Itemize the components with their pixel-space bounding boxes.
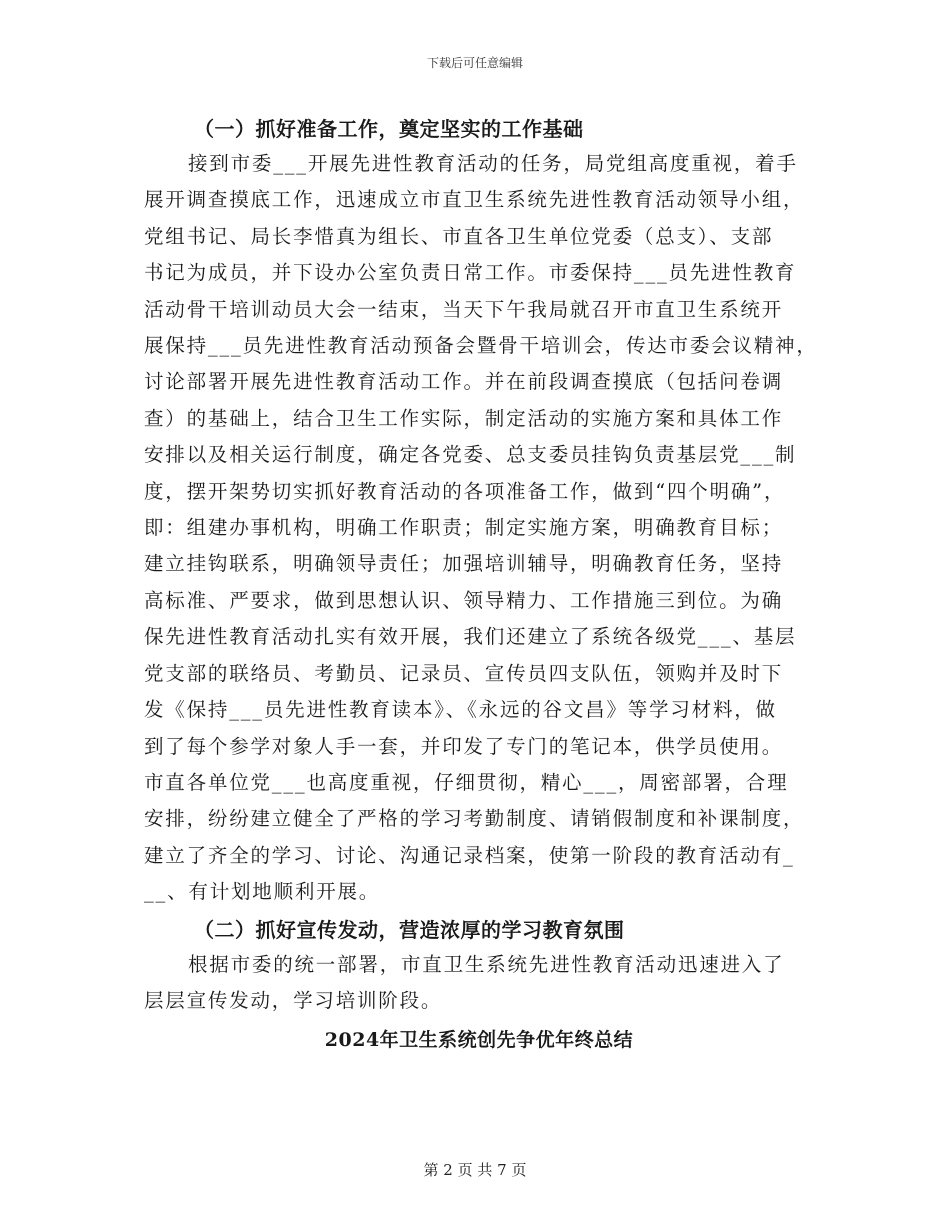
- paragraph-line: __、有计划地顺利开展。: [144, 880, 381, 904]
- paragraph-line: 安排，纷纷建立健全了严格的学习考勤制度、请销假制度和补课制度，: [144, 807, 805, 831]
- paragraph-line: 活动骨干培训动员大会一结束，当天下午我局就召开市直卫生系统开: [144, 297, 784, 321]
- paragraph-line: 党支部的联络员、考勤员、记录员、宣传员四支队伍，领购并及时下: [144, 661, 784, 685]
- document-title: 2024年卫生系统创先争优年终总结: [324, 1029, 634, 1052]
- paragraph-line: 查）的基础上，结合卫生工作实际，制定活动的实施方案和具体工作: [144, 406, 784, 430]
- paragraph-line: 建立了齐全的学习、讨论、沟通记录档案，使第一阶段的教育活动有_: [144, 843, 795, 867]
- paragraph-line: 保先进性教育活动扎实有效开展，我们还建立了系统各级党___、基层: [144, 625, 797, 649]
- paragraph-line: 接到市委___开展先进性教育活动的任务，局党组高度重视，着手: [188, 152, 798, 175]
- paragraph-line: 度，摆开架势切实抓好教育活动的各项准备工作，做到“四个明确”，: [144, 479, 786, 503]
- section1-heading: （一）抓好准备工作，奠定坚实的工作基础: [194, 117, 584, 141]
- section1-paragraph: [144, 146, 818, 911]
- paragraph-line: 层层宣传发动，学习培训阶段。: [144, 988, 443, 1012]
- paragraph-line: 发《保持___员先进性教育读本》、《永远的谷文昌》等学习材料，做: [144, 698, 777, 722]
- document-body: [144, 112, 818, 1057]
- paragraph-line: 建立挂钩联系，明确领导责任；加强培训辅导，明确教育任务，坚持: [144, 552, 784, 576]
- section2-heading: （二）抓好宣传发动，营造浓厚的学习教育氛围: [194, 917, 625, 942]
- header-note: 下载后可任意编辑: [426, 56, 523, 70]
- paragraph-line: 即：组建办事机构，明确工作职责；制定实施方案，明确教育目标；: [144, 516, 784, 540]
- paragraph-line: 展开调查摸底工作，迅速成立市直卫生系统先进性教育活动领导小组，: [144, 188, 805, 212]
- paragraph-line: 党组书记、局长李惜真为组长、市直各卫生单位党委（总支）、支部: [144, 224, 774, 248]
- paragraph-line: 根据市委的统一部署，市直卫生系统先进性教育活动迅速进入了: [188, 952, 785, 976]
- section2-paragraph: [144, 947, 804, 1020]
- paragraph-line: 书记为成员，并下设办公室负责日常工作。市委保持___员先进性教育: [144, 261, 797, 285]
- paragraph-line: 高标准、严要求，做到思想认识、领导精力、工作措施三到位。为确: [144, 588, 784, 612]
- paragraph-line: 安排以及相关运行制度，确定各党委、总支委员挂钩负责基层党___制: [144, 443, 797, 467]
- page-footer: 第 2 页 共 7 页: [423, 1161, 527, 1179]
- paragraph-line: 讨论部署开展先进性教育活动工作。并在前段调查摸底（包括问卷调: [144, 370, 784, 394]
- paragraph-line: 展保持___员先进性教育活动预备会暨骨干培训会，传达市委会议精神，: [144, 334, 818, 358]
- paragraph-line: 市直各单位党___也高度重视，仔细贯彻，精心___，周密部署，合理: [144, 770, 789, 794]
- paragraph-line: 到了每个参学对象人手一套，并印发了专门的笔记本，供学员使用。: [144, 734, 784, 758]
